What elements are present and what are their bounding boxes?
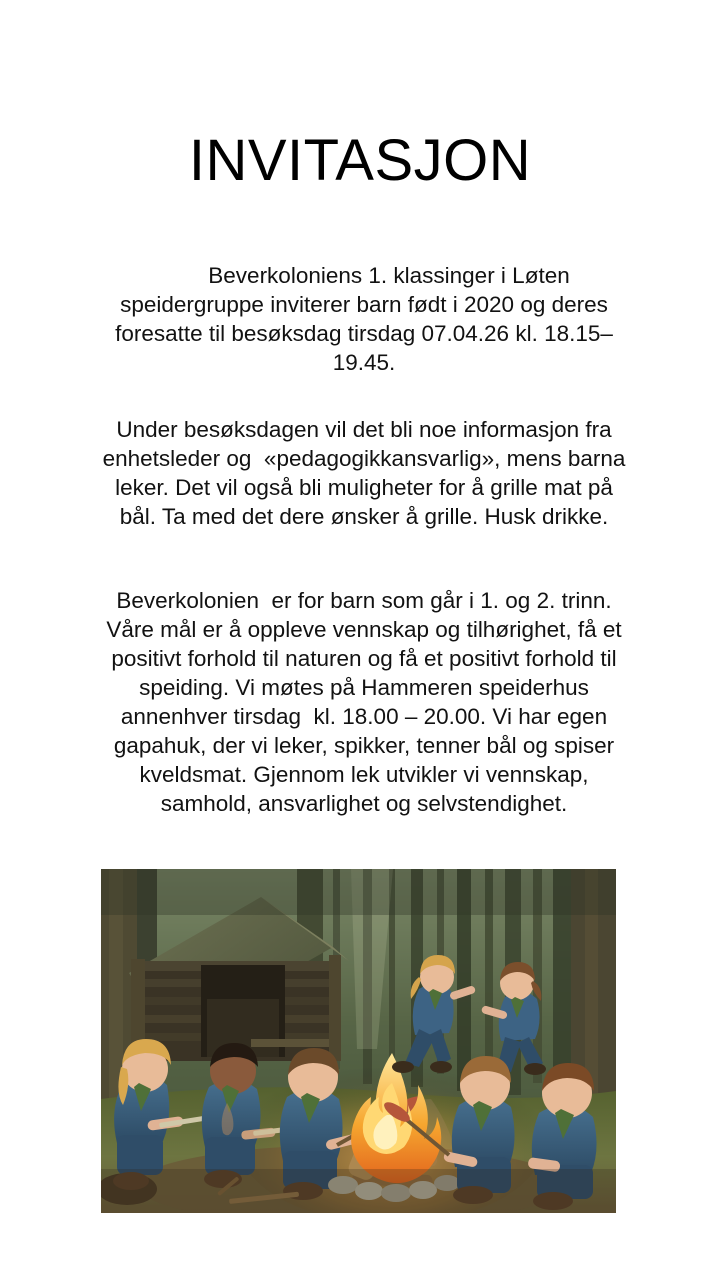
paragraph-visit-day: Under besøksdagen vil det bli noe informasjon fra enhetsleder og «pedagogikkansvarlig», mens barna leker. Det vil også bli muligheter for å grille mat på bål. Ta med det dere ønsker å grille. Husk drikke. (102, 416, 632, 529)
paragraph-about-beverkolonien: Beverkolonien er for barn som går i 1. og 2. trinn. Våre mål er å oppleve vennskap og tilhørighet, få et positivt forhold til naturen og få et positivt forhold til speiding. Vi møtes på Hammeren speiderhus annenhver tirsdag kl. 18.00 – 20.00. Vi har egen gapahuk, der vi leker, spikker, tenner bål og spiser kveldsmat. Gjennom lek utvikler vi vennskap, samhold, ansvarlighet og selvstendighet. (106, 587, 628, 816)
paragraph-intro: Beverkoloniens 1. klassinger i Løten speidergruppe inviterer barn født i 2020 og deres foresatte til besøksdag tirsdag 07.04.26 kl. 18.15–19.45. (115, 262, 615, 375)
page-title: INVITASJON (188, 127, 532, 193)
scouts-campfire-illustration (101, 869, 616, 1213)
